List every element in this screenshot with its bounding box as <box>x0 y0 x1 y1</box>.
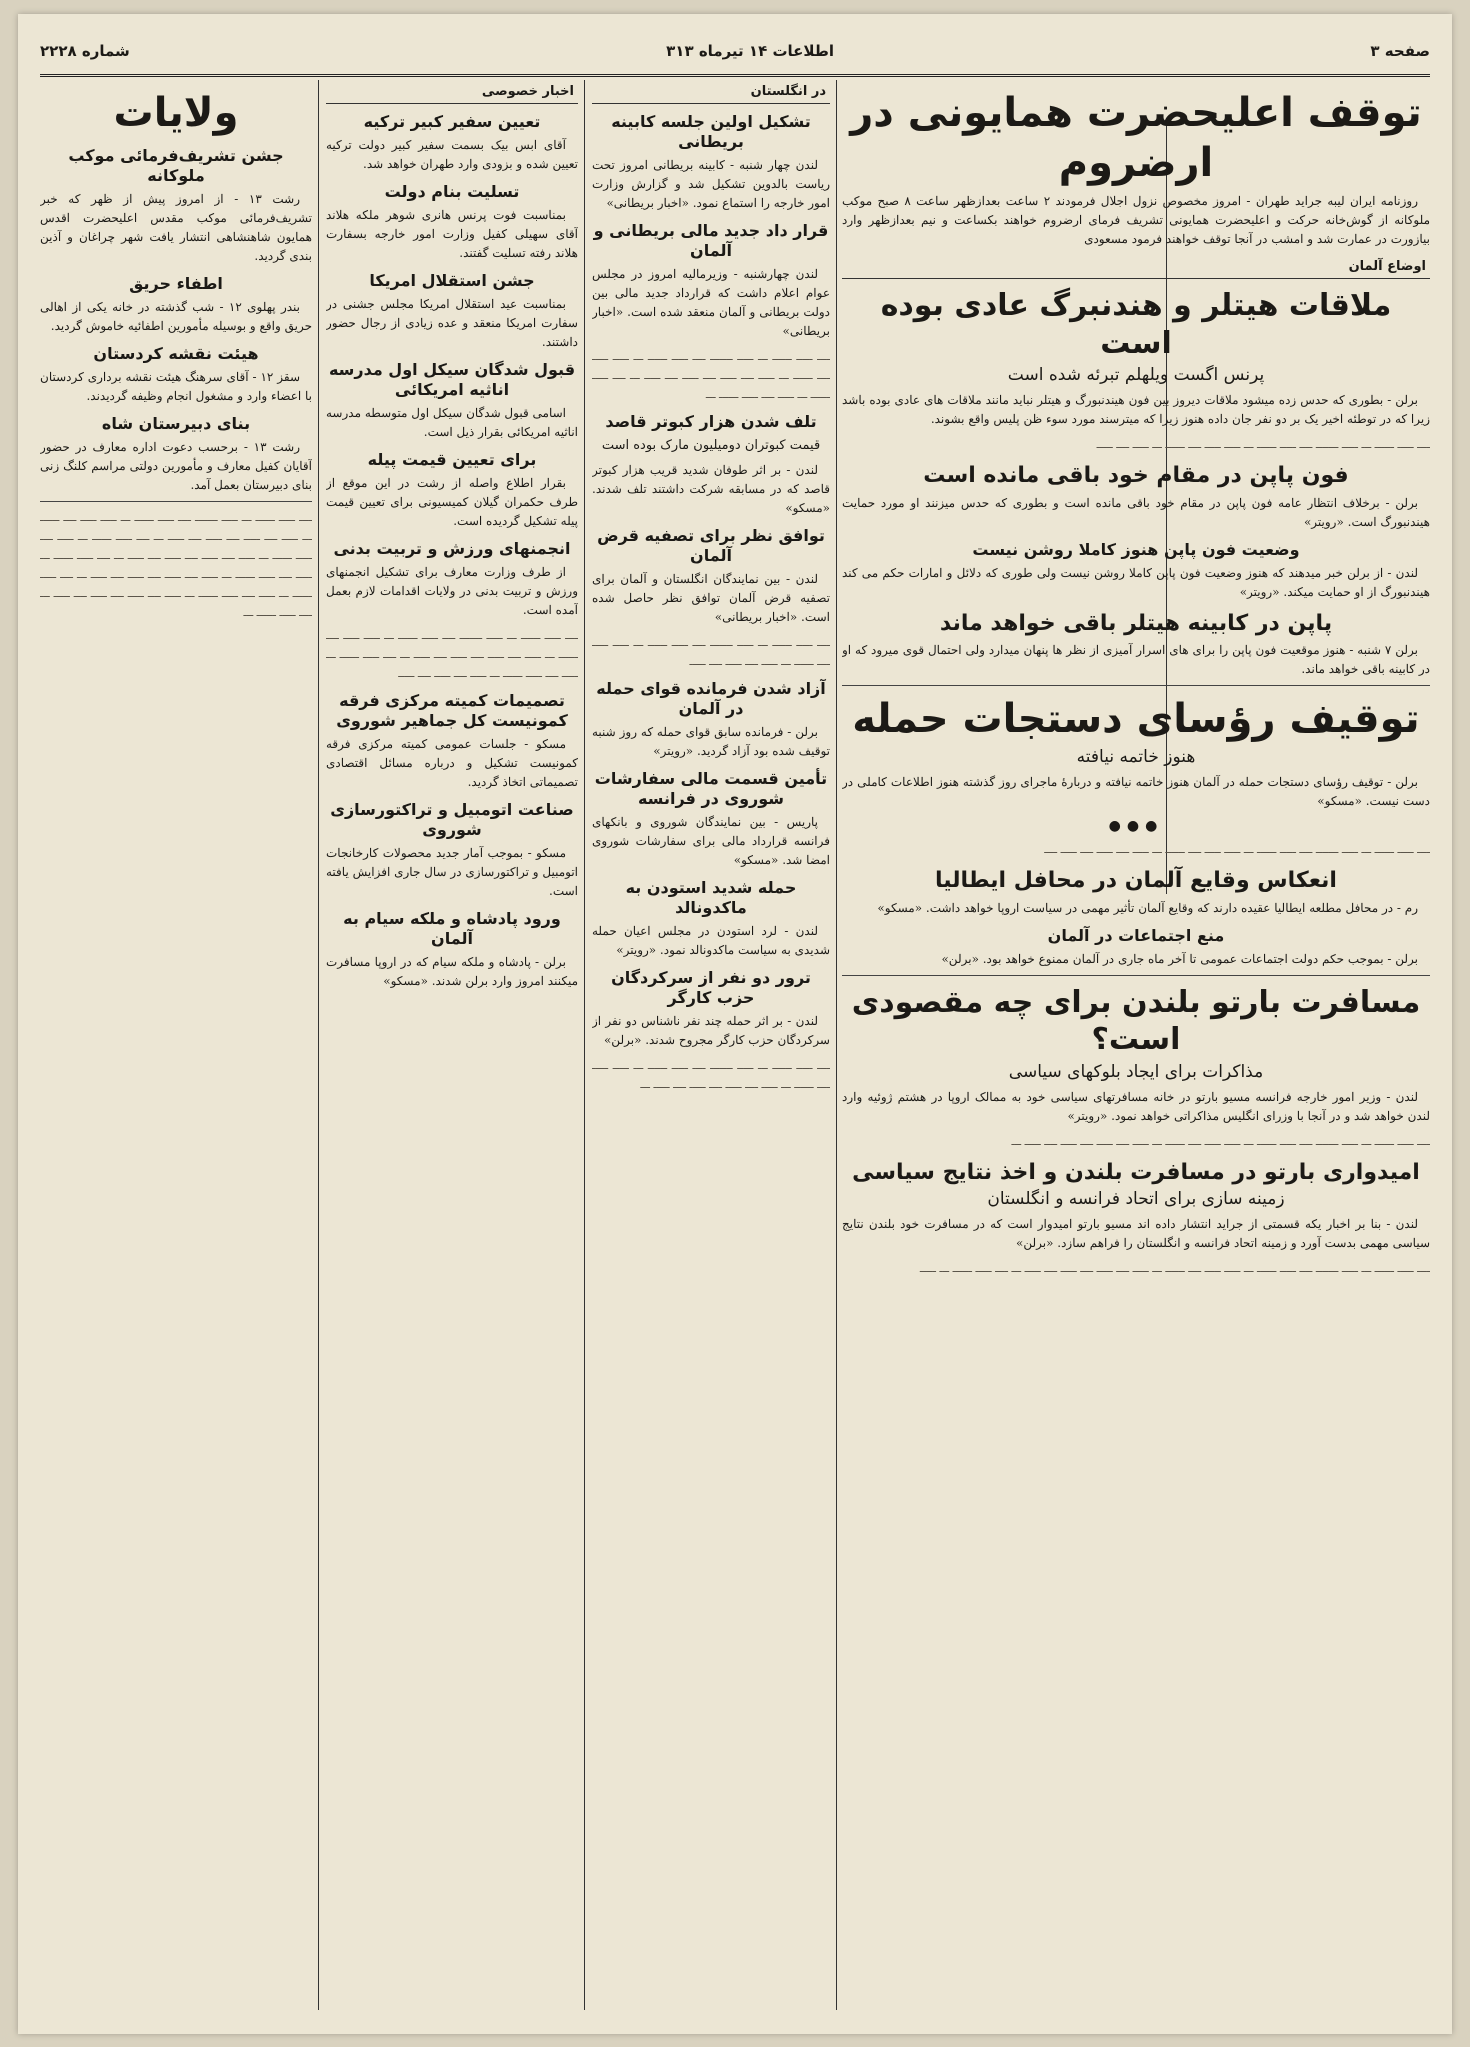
headline-pigeons: تلف شدن هزار کبوتر قاصد <box>605 412 817 431</box>
story-body: مسکو - جلسات عمومی کمیته مرکزی فرقه کمونیست تشکیل و درباره مسائل اقتصادی تصمیماتی اتخاذ گردید. <box>326 737 578 789</box>
special-news-column: اخبار خصوصی تعیین سفیر کبیر ترکیه آقای ابس بیک بسمت سفیر کبیر دولت ترکیه تعیین شده و بزودی وارد طهران خواهد شد. تسلیت بنام دولت بمناسبت فوت پرنس هانری شوهر ملکه هلاند آقای سهیلی کفیل وزارت امور خارجه بسفارت هلاند رفته تسلیت گفتند. جشن استقلال امریکا بمناسبت عید استقلال امریکا مجلس جشنی در سفارت امریکا منعقد و عده زیادی از رجال حضور داشتند. قبول شدگان سیکل اول مدرسه اناثیه امریکائی اسامی قبول شدگان سیکل اول متوسطه مدرسه اناثیه امریکائی بقرار ذیل است. برای تعیین قیمت پیله بقرار اطلاع واصله از رشت در این موقع از طرف حکمران گیلان کمیسیونی برای تعیین قیمت پیله تشکیل گردیده است. انجمنهای ورزش و تربیت بدنی از طرف وزارت معارف برای تشکیل انجمنهای ورزش و تربیت بدنی در ولایات اقدامات لازم بعمل آمده است. ــــ ـــــ ــــــ ـــ ـــــ ـــــــ ــــ ـــــ ــــــ ـــ ـــــ ـــــ ــــ ــــــ ـــ ـــــ ــــ ـــــ ــــ ـــــ ــــ ـــــ ـــ ــــ ـــــ ــــــ ـــ ـــــ ــــ ـــــ ــــــ ـــ ـــــ ــــ ـــــ ــــ ـــــ تصمیمات کمیته مرکزی فرقه کمونیست کل جماهیر شوروی مسکو - جلسات عمومی کمیته مرکزی فرقه کمونیست تشکیل و درباره مسائل اقتصادی تصمیماتی اتخاذ گردید. صناعت اتومبیل و تراکتورسازی شوروی مسکو - بموجب آمار جدید محصولات کارخانجات اتومبیل و تراکتورسازی در سال جاری افزایش یافته است. ورود پادشاه و ملکه سیام به آلمان برلن - پادشاه و ملکه سیام که در اروپا مسافرت میکنند امروز وارد برلن شدند. «مسکو» <box>326 80 578 2010</box>
main-headline: توقف اعلیحضرت همایونی در ارضروم <box>850 90 1422 186</box>
headline-papen-cabinet: پاپن در کابینه هیتلر باقی خواهد ماند <box>939 610 1333 636</box>
story-body: برلن - پادشاه و ملکه سیام که در اروپا مسافرت میکنند امروز وارد برلن شدند. «مسکو» <box>326 955 578 988</box>
story-body: بمناسبت فوت پرنس هانری شوهر ملکه هلاند آقای سهیلی کفیل وزارت امور خارجه بسفارت هلاند رفته تسلیت گفتند. <box>326 208 578 260</box>
story-body: برلن - بموجب حکم دولت اجتماعات عمومی تا آخر ماه جاری در آلمان ممنوع خواهد بود. «برلن» <box>941 951 1418 966</box>
main-story-body: روزنامه ایران لیبه جراید طهران - امروز مخصوص نزول اجلال فرمودند ۲ ساعت بعدازظهر ساعت ۸ صبح موکب ملوکانه از گوش‌خانه حرکت و اعلیحضرت همایونی تشریف فرمای ارضروم خواهند بکساعت و نیم بعدازظهر وارد بیازورت در عمارت شد و امشب در آنجا توقف خواهند فرمود مسعودی <box>842 194 1430 246</box>
headline-von-papen-stays: فون پاپن در مقام خود باقی مانده است <box>923 463 1349 488</box>
story-body: برلن - توقیف رؤسای دستجات حمله در آلمان هنوز خاتمه نیافته و دربارهٔ ماجرای روز گذشته هنوز اطلاعات کاملی در دست نیست. «مسکو» <box>842 775 1430 808</box>
front-news-column: توقف اعلیحضرت همایونی در ارضروم روزنامه ایران لیبه جراید طهران - امروز مخصوص نزول اجلال فرمودند ۲ ساعت بعدازظهر ساعت ۸ صبح موکب ملوکانه از گوش‌خانه حرکت و اعلیحضرت همایونی تشریف فرمای ارضروم خواهند بکساعت و نیم بعدازظهر وارد بیازورت در عمارت شد و امشب در آنجا توقف خواهند فرمود مسعودی اوضاع آلمان ملاقات هیتلر و هندنبرگ عادی بوده است پرنس اگست ویلهلم تبرئه شده است برلن - بطوری که حدس زده میشود ملاقات دیروز بین فون هیندنبورگ و هیتلر نباید مانند ملاقات های عادی بوده باشد زیرا که در توطئه اخیر یک بر دو نفر جان داده هنوز زیرا که میترسند مورد سوء ظن پلیس واقع بشوند. ــــ ـــــ ــــــ ـــ ـــــ ـــــــ ــــ ـــــ ــــــ ـــ ـــــ ـــــ ــــ ــــــ ـــ ـــــ ــــ ـــــ فون پاپن در مقام خود باقی مانده است برلن - برخلاف انتظار عامه فون پاپن در مقام خود باقی مانده است و بطوری که حدس میزنند او مورد حمایت هیندنبورگ است. «رویتر» وضعیت فون پاپن هنوز کاملا روشن نیست لندن - از برلن خبر میدهند که هنوز وضعیت فون پاپن کاملا روشن نیست ولی طوری که دلائل و امارات حکم می کند هیندنبورگ از او حمایت میکند. «رویتر» پاپن در کابینه هیتلر باقی خواهد ماند برلن ۷ شنبه - هنوز موقعیت فون پاپن را برای های اسرار آمیزی از نظر ها پنهان میدارد ولی احتمال قوی میرود که او در کابینه باقی خواهد ماند. توقیف رؤسای دستجات حمله هنوز خاتمه نیافته برلن - توقیف رؤسای دستجات حمله در آلمان هنوز خاتمه نیافته و دربارهٔ ماجرای روز گذشته هنوز اطلاعات کاملی در دست نیست. «مسکو» ●●● ــــ ـــــ ــــــ ـــ ـــــ ـــــــ ــــ ـــــ ــــــ ـــ ـــــ ـــــ ــــ ــــــ ـــ ـــــ ــــ ـــــ ــــ ـــــ ــــ انعکاس وقایع آلمان در محافل ایطالیا رم - در محافل مطلعه ایطالیا عقیده دارند که وقایع آلمان تأثیر مهمی در سیاست اروپا خواهد داشت. «مسکو» منع اجتماعات در آلمان برلن - بموجب حکم دولت اجتماعات عمومی تا آخر ماه جاری در آلمان ممنوع خواهد بود. «برلن» مسافرت بارتو بلندن برای چه مقصودی است؟ مذاکرات برای ایجاد بلوکهای سیاسی لندن - وزیر امور خارجه فرانسه مسیو بارتو در خانه مسافرتهای سیاسی خود به ممالک اروپا در هشتم ژوئیه وارد لندن خواهد شد و در آنجا با وزرای انگلیس مذاکراتی خواهد نمود. «رویتر» ــــ ـــــ ــــــ ـــ ـــــ ـــــــ ــــ ـــــ ــــــ ـــ ـــــ ـــــ ــــ ــــــ ـــ ـــــ ــــ ـــــ ــــ ـــــ ــــ ـــــ ـــ امیدواری بارتو در مسافرت بلندن و اخذ نتایج سیاسی زمینه سازی برای اتحاد فرانسه و انگلستان لندن - بنا بر اخبار یکه قسمتی از جراید انتشار داده اند مسیو بارتو امیدوار است که در مسافرت خود بلندن نتایج سیاسی مهمی بدست آورد و زمینه اتحاد فرانسه و انگلستان را فراهم سازد. «برلن» ــــ ـــــ ــــــ ـــ ـــــ ـــــــ ــــ ـــــ ــــــ ـــ ـــــ ـــــ ــــ ــــــ ـــ ـــــ ــــ ـــــ ــــ ـــــ ــــ ـــــ ـــ ــــ ـــــ ــــــ ـــ ـــــ <box>842 90 1430 1275</box>
provinces-title: ولایات <box>113 90 239 136</box>
story-body: از طرف وزارت معارف برای تشکیل انجمنهای ورزش و تربیت بدنی در ولایات اقدامات لازم بعمل آمده است. <box>326 565 578 617</box>
masthead <box>40 28 1430 77</box>
divider <box>40 501 312 502</box>
story-body: رم - در محافل مطلعه ایطالیا عقیده دارند که وقایع آلمان تأثیر مهمی در سیاست اروپا خواهد داشت. «مسکو» <box>877 900 1418 915</box>
headline-cabinet: تشکیل اولین جلسه کابینه بریطانی <box>611 112 811 151</box>
headline-attack-macdonald: حمله شدید استودن به ماکدونالد <box>625 878 797 917</box>
subheadline-not-finished: هنوز خاتمه نیافته <box>1076 747 1196 767</box>
headline-school: بنای دبیرستان شاه <box>101 414 251 433</box>
issue-date: اطلاعات ۱۴ تیرماه ۳۱۳ <box>666 42 835 60</box>
headline-soviet-automobile: صناعت اتومبیل و تراکتورسازی شوروی <box>330 800 574 839</box>
story-body: برلن - برخلاف انتظار عامه فون پاپن در مقام خود باقی مانده است و بطوری که حدس میزنند او مورد حمایت هیندنبورگ است. «رویتر» <box>842 495 1430 529</box>
subheadline-political-blocs: مذاکرات برای ایجاد بلوکهای سیاسی <box>1008 1061 1264 1082</box>
subheadline-prince-august: پرنس اگست ویلهلم تبرئه شده است <box>1007 365 1265 385</box>
headline-german-debt: توافق نظر برای تصفیه قرض آلمان <box>597 526 825 565</box>
headline-soviet-orders: تأمین قسمت مالی سفارشات شوروی در فرانسه <box>594 769 828 808</box>
story-body: اسامی قبول شدگان سیکل اول متوسطه مدرسه اناثیه امریکائی بقرار ذیل است. <box>326 406 578 439</box>
story-body: برلن - بطوری که حدس زده میشود ملاقات دیروز بین فون هیندنبورگ و هیتلر نباید مانند ملاقات های عادی بوده باشد زیرا که در توطئه اخیر یک بر دو نفر جان داده هنوز زیرا که میترسند مورد سوء ظن پلیس واقع بشوند. <box>842 393 1430 426</box>
provinces-column: ولایات جشن تشریف‌فرمائی موکب ملوکانه رشت ۱۳ - از امروز پیش از ظهر که خبر تشریف‌فرمائی موکب مقدس اعلیحضرت اقدس همایون شاهنشاهی انتشار یافت شهر چراغان و آذین بندی گردید. اطفاء حریق بندر پهلوی ۱۲ - شب گذشته در خانه یکی از اهالی حریق واقع و بوسیله مأمورین اطفائیه خاموش گردید. هیئت نقشه کردستان سقز ۱۲ - آقای سرهنگ هیئت نقشه برداری کردستان با اعضاء وارد و مشغول انجام وظیفه گردیدند. بنای دبیرستان شاه رشت ۱۳ - برحسب دعوت اداره معارف در حضور آقایان کفیل معارف و مأمورین دولتی مراسم کلنگ زنی بنای دبیرستان بعمل آمد. ــــ ـــــ ــــــ ـــ ـــــ ـــــــ ــــ ـــــ ــــــ ـــ ـــــ ـــــ ــــ ــــــ ـــ ـــــ ــــ ـــــ ــــ ـــــ ــــ ـــــ ـــ ــــ ـــــ ــــــ ـــ ـــــ ــــ ـــــ ــــــ ـــ ـــــ ــــ ـــــ ــــ ـــــ ــــ ـــــ ـــ ــــ ـــــ ــــــ ـــ ـــــ ــــ ـــــ ــــــ ـــ ـــــ ــــ ـــــ ــــ ـــــ ــــ ـــــ ـــ ــــ ـــــ ــــــ ـــ ـــــ ــــ ـــــ ــــــ ـــ ـــــ ــــ ـــــ ــــ ـــــ ــــ ـــــ ـــ ــــ ـــــ ــــــ ـــ <box>40 90 312 619</box>
headline-italy-reaction: انعکاس وقایع آلمان در محافل ایطالیا <box>935 868 1337 893</box>
headline-commander-released: آزاد شدن فرمانده قوای حمله در آلمان <box>596 679 826 718</box>
story-body: سقز ۱۲ - آقای سرهنگ هیئت نقشه برداری کردستان با اعضاء وارد و مشغول انجام وظیفه گردیدند. <box>40 370 312 403</box>
section-label: در انگلستان <box>592 80 830 104</box>
page-number: صفحه ۳ <box>1370 42 1430 60</box>
story-body: آقای ابس بیک بسمت سفیر کبیر دولت ترکیه تعیین شده و بزودی وارد طهران خواهد شد. <box>326 138 578 171</box>
headline-barthou-london: مسافرت بارتو بلندن برای چه مقصودی است؟ <box>851 984 1421 1057</box>
headline-american-school: قبول شدگان سیکل اول مدرسه اناثیه امریکائی <box>328 360 576 399</box>
headline-labour-leaders: ترور دو نفر از سرکردگان حزب کارگر <box>611 968 811 1007</box>
column-rule <box>318 80 319 2010</box>
story-body: برلن ۷ شنبه - هنوز موقعیت فون پاپن را برای های اسرار آمیزی از نظر ها پنهان میدارد ولی احتمال قوی میرود که او در کابینه باقی خواهد ماند. <box>842 643 1430 676</box>
headline-assembly-ban: منع اجتماعات در آلمان <box>1047 925 1225 945</box>
headline-von-papen-status: وضعیت فون پاپن هنوز کاملا روشن نیست <box>972 539 1300 559</box>
story-body: رشت ۱۳ - برحسب دعوت اداره معارف در حضور آقایان کفیل معارف و مأمورین دولتی مراسم کلنگ زنی بنای دبیرستان بعمل آمد. <box>40 440 312 492</box>
ornament: ●●● <box>1108 818 1164 834</box>
story-body: لندن چهارشنبه - وزیرمالیه امروز در مجلس عوام اعلام داشت که قرارداد جدید مالی بین دولت بریطانی و آلمان منعقد شده است. «اخبار بریطانی» <box>592 267 830 338</box>
headline-barthou-hopes: امیدواری بارتو در مسافرت بلندن و اخذ نتایج سیاسی <box>852 1159 1420 1185</box>
story-body: بندر پهلوی ۱۲ - شب گذشته در خانه یکی از اهالی حریق واقع و بوسیله مأمورین اطفائیه خاموش گردید. <box>40 300 312 333</box>
subheadline-franco-british: زمینه سازی برای اتحاد فرانسه و انگلستان <box>987 1189 1285 1209</box>
headline-fire: اطفاء حریق <box>129 274 223 293</box>
newspaper-page <box>18 14 1452 2034</box>
story-body: لندن - لرد استودن در مجلس اعیان حمله شدیدی به سیاست ماکدونالد نمود. «رویتر» <box>592 924 830 957</box>
section-label: اوضاع آلمان <box>842 255 1430 279</box>
story-body: لندن - وزیر امور خارجه فرانسه مسیو بارتو در خانه مسافرتهای سیاسی خود به ممالک اروپا در هشتم ژوئیه وارد لندن خواهد شد و در آنجا با وزرای انگلیس مذاکراتی خواهد نمود. «رویتر» <box>842 1089 1430 1123</box>
headline-siam-king: ورود پادشاه و ملکه سیام به آلمان <box>343 909 561 948</box>
england-column: در انگلستان تشکیل اولین جلسه کابینه بریطانی لندن چهار شنبه - کابینه بریطانی امروز تحت ریاست بالدوین تشکیل شد و گزارش وزارت امور خارجه را استماع نمود. «اخبار بریطانی» قرار داد جدید مالی بریطانی و آلمان لندن چهارشنبه - وزیرمالیه امروز در مجلس عوام اعلام داشت که قرارداد جدید مالی بین دولت بریطانی و آلمان منعقد شده است. «اخبار بریطانی» ــــ ـــــ ــــــ ـــ ـــــ ـــــــ ــــ ـــــ ــــــ ـــ ـــــ ـــــ ــــ ــــــ ـــ ـــــ ــــ ـــــ ــــ ـــــ ــــ ـــــ ـــ ــــ ـــــ ــــــ ـــ ـــــ ــــ ـــــ ــــــ ـــ تلف شدن هزار کبوتر قاصد قیمت کبوتران دومیلیون مارک بوده است لندن - بر اثر طوفان شدید قریب هزار کبوتر قاصد که در مسابقه شرکت داشتند تلف شدند. «مسکو» توافق نظر برای تصفیه قرض آلمان لندن - بین نمایندگان انگلستان و آلمان برای تصفیه قرض آلمان توافق نظر حاصل شده است. «اخبار بریطانی» ــــ ـــــ ــــــ ـــ ـــــ ـــــــ ــــ ـــــ ــــــ ـــ ـــــ ـــــ ــــ ــــــ ـــ ـــــ ــــ ـــــ ــــ ـــــ آزاد شدن فرمانده قوای حمله در آلمان برلن - فرمانده سابق قوای حمله که روز شنبه توقیف شده بود آزاد گردید. «رویتر» تأمین قسمت مالی سفارشات شوروی در فرانسه پاریس - بین نمایندگان شوروی و بانکهای فرانسه قرارداد مالی برای سفارشات شوروی امضا شد. «مسکو» حمله شدید استودن به ماکدونالد لندن - لرد استودن در مجلس اعیان حمله شدیدی به سیاست ماکدونالد نمود. «رویتر» ترور دو نفر از سرکردگان حزب کارگر لندن - بر اثر حمله چند نفر ناشناس دو نفر از سرکردگان حزب کارگر مجروح شدند. «برلن» ــــ ـــــ ــــــ ـــ ـــــ ـــــــ ــــ ـــــ ــــــ ـــ ـــــ ـــــ ــــ ــــــ ـــ ـــــ ــــ ـــــ ــــ ـــــ ــــ ـــــ ـــ <box>592 80 830 2010</box>
headline-turkish-ambassador: تعیین سفیر کبیر ترکیه <box>363 112 541 131</box>
headline-sport-associations: انجمنهای ورزش و تربیت بدنی <box>333 539 571 558</box>
story-body: لندن - بر اثر طوفان شدید قریب هزار کبوتر قاصد که در مسابقه شرکت داشتند تلف شدند. «مسکو» <box>592 463 830 515</box>
headline-kurdistan-map: هیئت نقشه کردستان <box>93 344 259 363</box>
story-body: لندن - از برلن خبر میدهند که هنوز وضعیت فون پاپن کاملا روشن نیست ولی طوری که دلائل و امارات حکم می کند هیندنبورگ از او حمایت میکند. «رویتر» <box>842 565 1430 599</box>
story-body: بقرار اطلاع واصله از رشت در این موقع از طرف حکمران گیلان کمیسیونی برای تعیین قیمت پیله تشکیل گردیده است. <box>326 476 578 528</box>
story-body: لندن - بر اثر حمله چند نفر ناشناس دو نفر از سرکردگان حزب کارگر مجروح شدند. «برلن» <box>592 1014 830 1047</box>
headline-celebration: جشن تشریف‌فرمائی موکب ملوکانه <box>68 146 284 185</box>
story-body: لندن چهار شنبه - کابینه بریطانی امروز تحت ریاست بالدوین تشکیل شد و گزارش وزارت امور خارجه را استماع نمود. «اخبار بریطانی» <box>592 158 830 210</box>
column-rule <box>836 80 837 2010</box>
headline-silk-price: برای تعیین قیمت پیله <box>367 450 537 469</box>
story-body: لندن - بنا بر اخبار یکه قسمتی از جراید انتشار داده اند مسیو بارتو امیدوار است که در مسافرت خود بلندن نتایج سیاسی مهمی بدست آورد و زمینه اتحاد فرانسه و انگلستان را فراهم سازد. «برلن» <box>842 1217 1430 1250</box>
headline-arrest-storm-leaders: توقیف رؤسای دستجات حمله <box>852 696 1420 742</box>
issue-number: شماره ۲۲۲۸ <box>40 42 130 60</box>
headline-financial-agreement: قرار داد جدید مالی بریطانی و آلمان <box>593 221 829 260</box>
headline-hitler-hindenburg: ملاقات هیتلر و هندنبرگ عادی بوده است <box>880 288 1392 361</box>
column-rule <box>584 80 585 2010</box>
headline-condolence: تسلیت بنام دولت <box>384 182 520 201</box>
divider <box>842 685 1430 686</box>
subheadline-pigeons: قیمت کبوتران دومیلیون مارک بوده است <box>601 438 821 453</box>
story-body: پاریس - بین نمایندگان شوروی و بانکهای فرانسه قرارداد مالی برای سفارشات شوروی امضا شد. «مسکو» <box>592 815 830 867</box>
story-body: رشت ۱۳ - از امروز پیش از ظهر که خبر تشریف‌فرمائی موکب مقدس اعلیحضرت اقدس همایون شاهنشاهی انتشار یافت شهر چراغان و آذین بندی گردید. <box>40 192 312 263</box>
headline-soviet-communist: تصمیمات کمیته مرکزی فرقه کمونیست کل جماهیر شوروی <box>336 691 568 730</box>
divider <box>842 975 1430 976</box>
section-label: اخبار خصوصی <box>326 80 578 104</box>
story-body: لندن - بین نمایندگان انگلستان و آلمان برای تصفیه قرض آلمان توافق نظر حاصل شده است. «اخبار بریطانی» <box>592 572 830 624</box>
story-body: بمناسبت عید استقلال امریکا مجلس جشنی در سفارت امریکا منعقد و عده زیادی از رجال حضور داشتند. <box>326 297 578 349</box>
headline-us-independence: جشن استقلال امریکا <box>369 271 535 290</box>
story-body: برلن - فرمانده سابق قوای حمله که روز شنبه توقیف شده بود آزاد گردید. «رویتر» <box>592 725 830 758</box>
story-body: مسکو - بموجب آمار جدید محصولات کارخانجات اتومبیل و تراکتورسازی در سال جاری افزایش یافته است. <box>326 846 578 898</box>
